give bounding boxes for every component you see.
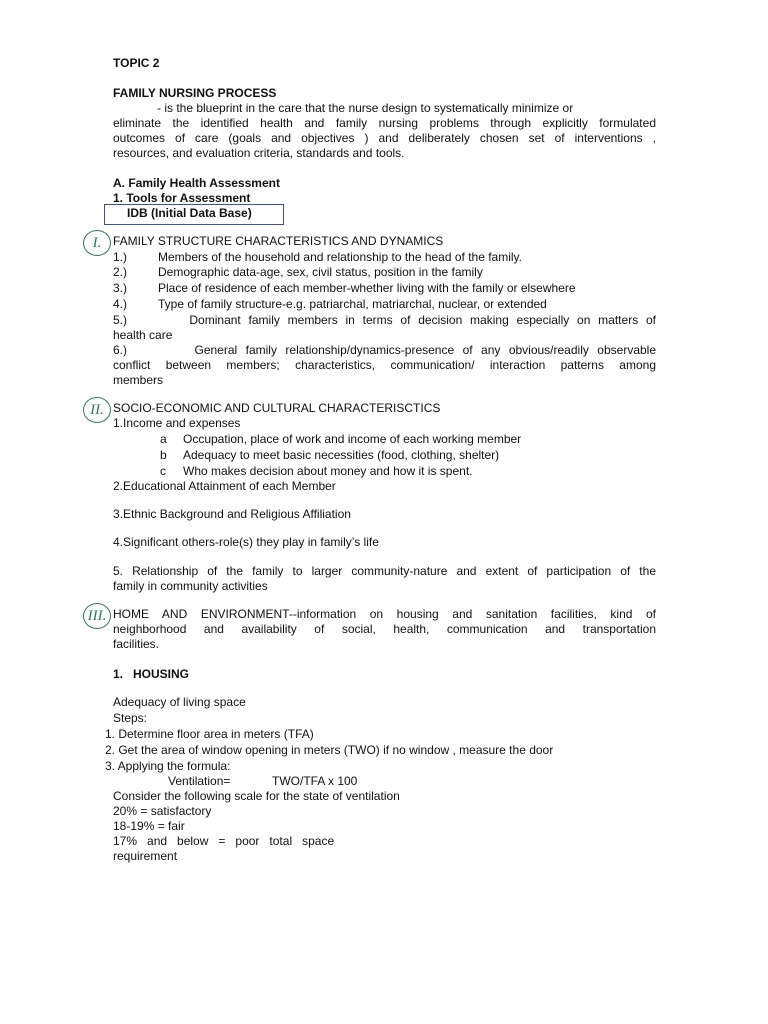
scale-satisfactory: 20% = satisfactory [113, 804, 212, 818]
housing-adequacy: Adequacy of living space [113, 695, 246, 709]
topic-label: TOPIC 2 [113, 56, 160, 70]
housing-steps-label: Steps: [113, 711, 148, 725]
part2-item-4: 4.Significant others-role(s) they play in family’s life [113, 535, 379, 549]
formula: TWO/TFA x 100 [272, 774, 358, 788]
part1-item-3: 3.) Place of residence of each member-whether living with the family or elsewhere [113, 281, 576, 295]
part1-item-1: 1.) Members of the household and relationship to the head of the family. [113, 250, 523, 264]
tools-heading: 1. Tools for Assessment [113, 191, 251, 205]
part2-title: SOCIO-ECONOMIC AND CULTURAL CHARACTERISCTICS [113, 401, 441, 415]
roman-numeral-1-circle: I. [83, 230, 111, 256]
ventilation-scale-intro: Consider the following scale for the state of ventilation [113, 789, 400, 803]
part1-item-6-line-2: conflict between members; characteristics, communication/ interaction patterns among [113, 358, 656, 372]
page-title: FAMILY NURSING PROCESS [113, 86, 277, 100]
intro-line-1: - is the blueprint in the care that the nurse design to systematically minimize or [157, 101, 574, 115]
roman-numeral-2-circle: II. [83, 397, 111, 423]
part2-sub-c: c Who makes decision about money and how it is spent. [160, 464, 473, 478]
part1-item-6-line-3: members [113, 373, 164, 387]
part2-item-3: 3.Ethnic Background and Religious Affiliation [113, 507, 351, 521]
part2-sub-a: a Occupation, place of work and income of each working member [160, 432, 522, 446]
part2-item-2: 2.Educational Attainment of each Member [113, 479, 336, 493]
part2-item-5-line-1: 5. Relationship of the family to larger community-nature and extent of participation of the [113, 564, 656, 578]
scale-poor: 17% and below = poor total space [113, 834, 335, 848]
idb-label: IDB (Initial Data Base) [127, 206, 252, 220]
intro-line-2: eliminate the identified health and family nursing problems through explicitly formulated [113, 116, 656, 130]
intro-line-4: resources, and evaluation criteria, standards and tools. [113, 146, 405, 160]
section-a-heading: A. Family Health Assessment [113, 176, 280, 190]
housing-step-1: 1. Determine floor area in meters (TFA) [105, 727, 314, 741]
intro-line-3: outcomes of care (goals and objectives ) and deliberately chosen set of interventions , [113, 131, 656, 145]
part3-line-1: HOME AND ENVIRONMENT--information on housing and sanitation facilities, kind of [113, 607, 656, 621]
part1-item-5-line-2: health care [113, 328, 173, 342]
part1-item-5-line-1: 5.) Dominant family members in terms of decision making especially on matters of [113, 313, 656, 327]
scale-fair: 18-19% = fair [113, 819, 185, 833]
part3-line-2: neighborhood and availability of social, health, communication and transportation [113, 622, 656, 636]
part1-item-6-line-1: 6.) General family relationship/dynamics-presence of any obvious/readily observable [113, 343, 656, 357]
part2-income: 1.Income and expenses [113, 416, 241, 430]
housing-heading: 1. HOUSING [113, 667, 190, 681]
scale-requirement: requirement [113, 849, 178, 863]
part1-item-4: 4.) Type of family structure-e.g. patriarchal, matriarchal, nuclear, or extended [113, 297, 547, 311]
part1-title: FAMILY STRUCTURE CHARACTERISTICS AND DYNAMICS [113, 234, 444, 248]
roman-numeral-3-circle: III. [83, 603, 111, 629]
part1-item-2: 2.) Demographic data-age, sex, civil status, position in the family [113, 265, 483, 279]
housing-step-2: 2. Get the area of window opening in meters (TWO) if no window , measure the door [105, 743, 554, 757]
part3-line-3: facilities. [113, 637, 160, 651]
housing-step-3: 3. Applying the formula: [105, 759, 231, 773]
part2-sub-b: b Adequacy to meet basic necessities (food, clothing, shelter) [160, 448, 500, 462]
formula-label: Ventilation= [168, 774, 231, 788]
part2-item-5-line-2: family in community activities [113, 579, 268, 593]
